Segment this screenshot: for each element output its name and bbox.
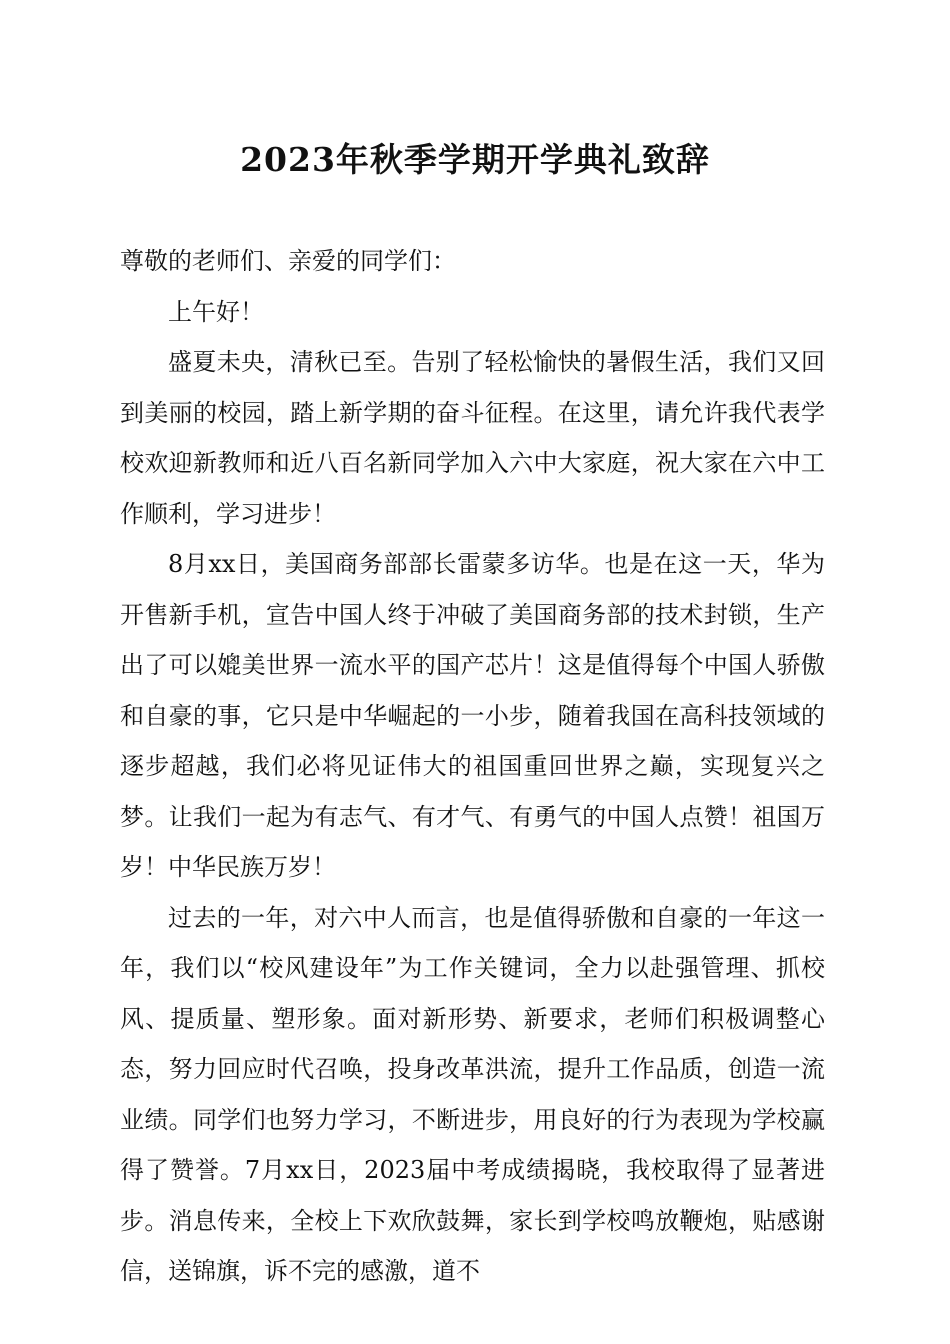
paragraph-welcome: 盛夏未央，清秋已至。告别了轻松愉快的暑假生活，我们又回到美丽的校园，踏上新学期的奋斗征程。在这里，请允许我代表学校欢迎新教师和近八百名新同学加入六中大家庭，祝大家在六中工作顺利，学习进步！ <box>120 348 825 528</box>
paragraph-past-year: 过去的一年，对六中人而言，也是值得骄傲和自豪的一年这一年，我们以“校风建设年”为工作关键词，全力以赴强管理、抓校风、提质量、塑形象。面对新形势、新要求，老师们积极调整心态，努力回应时代召唤，投身改革洪流，提升工作品质，创造一流业绩。同学们也努力学习，不断进步，用良好的行为表现为学校赢得了赞誉。7月xx日，2023届中考成绩揭晓，我校取得了显著进步。消息传来，全校上下欢欣鼓舞，家长到学校鸣放鞭炮，贴感谢信，送锦旗，诉不完的感激，道不 <box>120 903 825 1285</box>
greeting: 上午好！ <box>168 297 264 326</box>
salutation: 尊敬的老师们、亲爱的同学们： <box>120 247 456 275</box>
document-title: 2023年秋季学期开学典礼致辞 <box>240 140 710 179</box>
paragraph-huawei: 8月xx日，美国商务部部长雷蒙多访华。也是在这一天，华为开售新手机，宣告中国人终于冲破了美国商务部的技术封锁，生产出了可以媲美世界一流水平的国产芯片！这是值得每个中国人骄傲和自豪的事，它只是中华崛起的一小步，随着我国在高科技领域的逐步超越，我们必将见证伟大的祖国重回世界之巅，实现复兴之梦。让我们一起为有志气、有才气、有勇气的中国人点赞！祖国万岁！中华民族万岁！ <box>120 550 825 881</box>
document-body <box>120 236 825 1297</box>
